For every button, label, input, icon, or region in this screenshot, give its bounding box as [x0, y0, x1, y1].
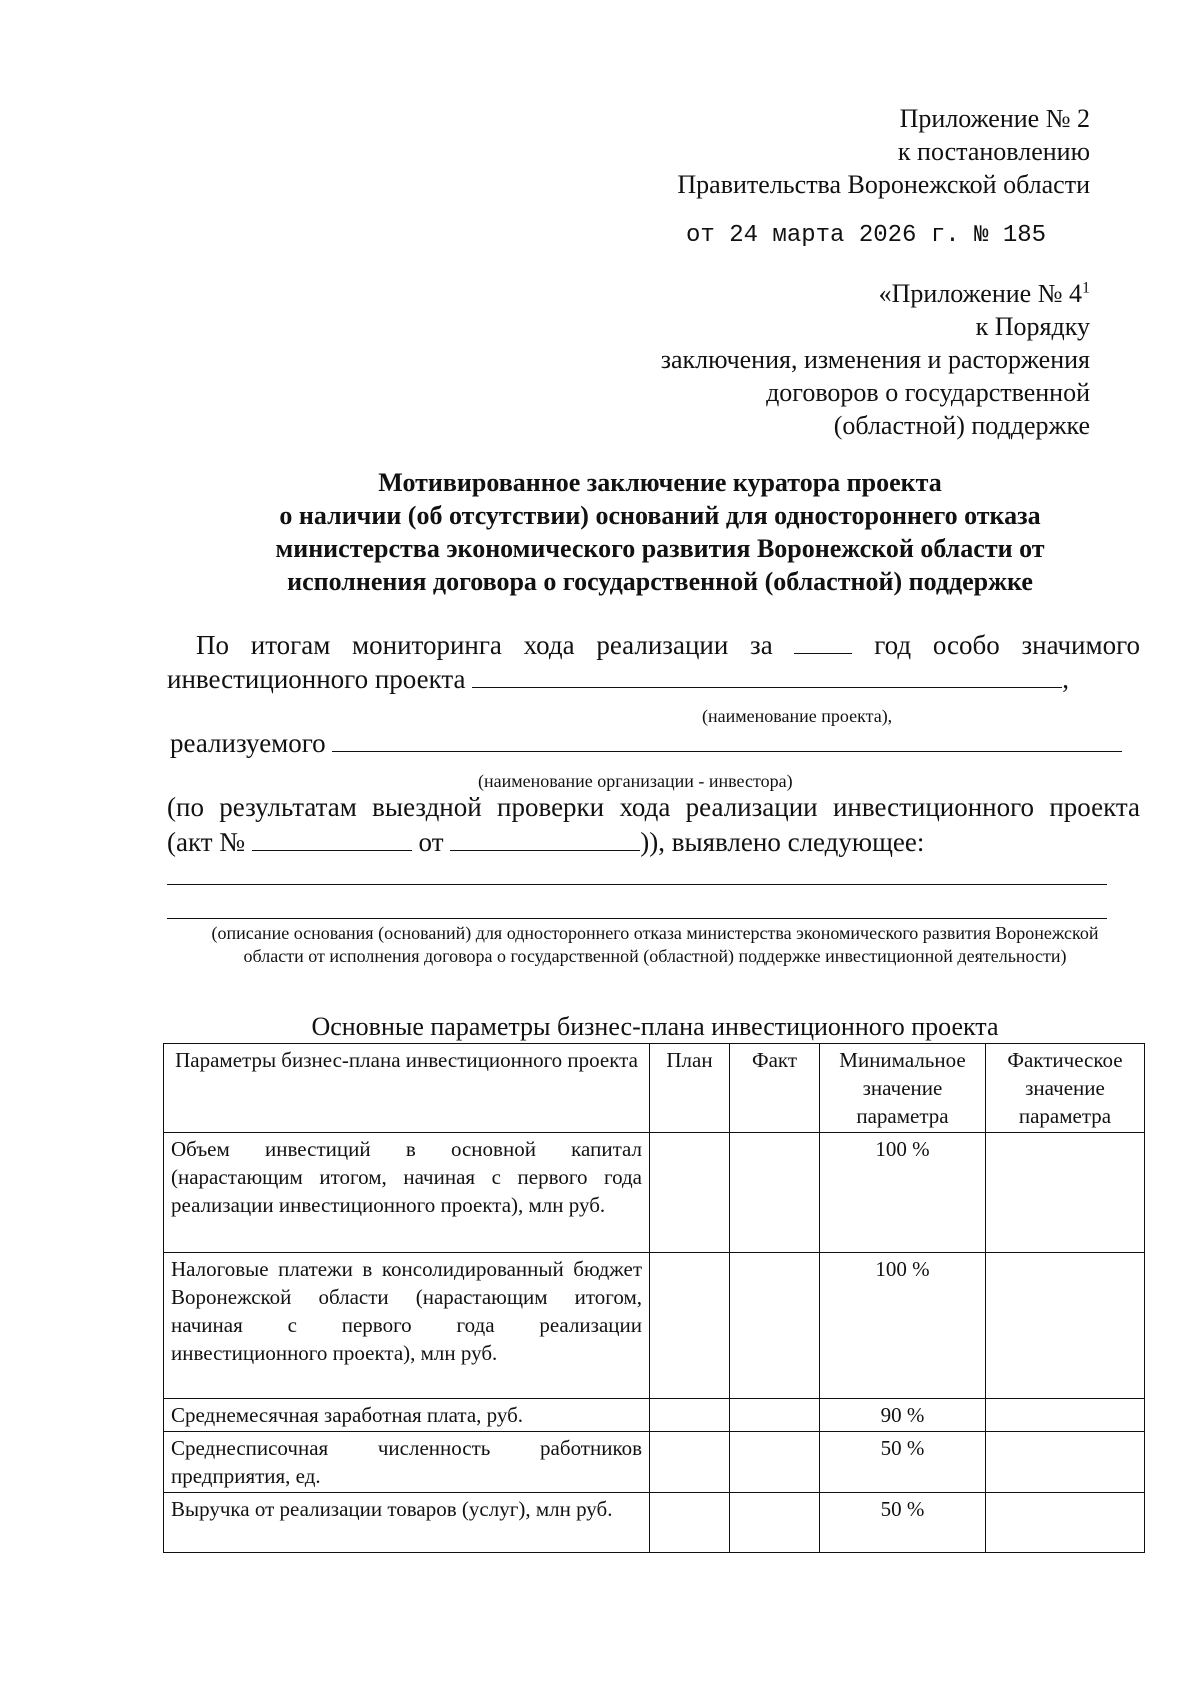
table-row — [164, 1432, 1145, 1493]
note-project-name: (наименование проекта), — [702, 706, 893, 726]
title-line-4: исполнения договора о государственной (областной) поддержке — [287, 567, 1033, 596]
header-fact: Факт — [730, 1044, 820, 1133]
table-caption: Основные параметры бизнес-плана инвестиционного проекта — [311, 1012, 999, 1041]
header-actual-value: Фактическое значение параметра — [986, 1044, 1145, 1133]
row-fact — [730, 1493, 820, 1553]
row-min: 50 % — [820, 1493, 986, 1553]
row-actual — [986, 1493, 1145, 1553]
appendix-header — [490, 102, 1090, 201]
row-param: Налоговые платежи в консолидированный бюджет Воронежской области (нарастающим итогом, начиная с первого года реализации инвестиционного проекта), млн руб. — [164, 1253, 650, 1399]
row-fact — [730, 1432, 820, 1493]
row-param: Среднемесячная заработная плата, руб. — [164, 1399, 650, 1432]
row-param: Среднесписочная численность работников предприятия, ед. — [164, 1432, 650, 1493]
appendix-government: Правительства Воронежской области — [677, 170, 1090, 199]
appendix-to-resolution: к постановлению — [897, 137, 1090, 166]
note-description: (описание основания (оснований) для одностороннего отказа министерства экономического развития Воронежской области от исполнения договора о государственной (областной) поддержке инвестиционной деятельности) — [211, 923, 1099, 966]
row-min: 50 % — [820, 1432, 986, 1493]
row-min: 100 % — [820, 1253, 986, 1399]
row-plan — [650, 1399, 730, 1432]
act-number-blank — [252, 826, 412, 851]
row-fact — [730, 1253, 820, 1399]
table-row — [164, 1493, 1145, 1553]
title-line-3: министерства экономического развития Воронежской области от — [275, 534, 1045, 563]
document-title — [160, 466, 1160, 598]
row-plan — [650, 1253, 730, 1399]
paragraph-2-line-1: (по результатам выездной проверки хода реализации инвестиционного проекта — [167, 792, 1140, 822]
table-header-row — [164, 1044, 1145, 1133]
paragraph-1-line-2: инвестиционного проекта , — [167, 664, 1069, 694]
header-min-value: Минимальное значение параметра — [820, 1044, 986, 1133]
table-row — [164, 1133, 1145, 1253]
title-line-1: Мотивированное заключение куратора проекта — [378, 468, 942, 497]
row-actual — [986, 1133, 1145, 1253]
project-name-blank — [472, 663, 1062, 688]
row-param: Объем инвестиций в основной капитал (нарастающим итогом, начиная с первого года реализации инвестиционного проекта), млн руб. — [164, 1133, 650, 1253]
sub-appendix-to-order: к Порядку — [975, 312, 1090, 341]
row-actual — [986, 1432, 1145, 1493]
description-line-2 — [167, 918, 1107, 919]
row-plan — [650, 1133, 730, 1253]
row-plan — [650, 1432, 730, 1493]
row-fact — [730, 1133, 820, 1253]
header-plan: План — [650, 1044, 730, 1133]
organization-blank — [332, 727, 1122, 752]
paragraph-2-line-2: (акт № от )), выявлено следующее: — [167, 827, 925, 857]
sub-appendix-header — [490, 277, 1090, 442]
row-min: 100 % — [820, 1133, 986, 1253]
row-fact — [730, 1399, 820, 1432]
row-actual — [986, 1253, 1145, 1399]
row-min: 90 % — [820, 1399, 986, 1432]
paragraph-1-line-1: По итогам мониторинга хода реализации за год особо значимого — [196, 630, 1140, 660]
row-plan — [650, 1493, 730, 1553]
row-actual — [986, 1399, 1145, 1432]
row-param: Выручка от реализации товаров (услуг), млн руб. — [164, 1493, 650, 1553]
appendix-date: от 24 марта 2026 г. № 185 — [686, 222, 1047, 249]
sub-appendix-line5: (областной) поддержке — [833, 411, 1090, 440]
description-line-1 — [167, 884, 1107, 885]
business-plan-table — [163, 1043, 1145, 1553]
realized-by-line: реализуемого — [170, 726, 1122, 761]
title-line-2: о наличии (об отсутствии) оснований для одностороннего отказа — [279, 501, 1041, 530]
sub-appendix-number: «Приложение № $4^1$ — [878, 279, 1090, 308]
act-date-blank — [450, 826, 640, 851]
year-blank — [794, 629, 852, 654]
header-parameters: Параметры бизнес-плана инвестиционного проекта — [164, 1044, 650, 1133]
table-row — [164, 1253, 1145, 1399]
sub-appendix-line4: договоров о государственной — [766, 378, 1090, 407]
sub-appendix-line3: заключения, изменения и расторжения — [660, 345, 1090, 374]
table-row — [164, 1399, 1145, 1432]
note-organization: (наименование организации - инвестора) — [478, 771, 793, 791]
appendix-number: Приложение № 2 — [899, 104, 1090, 133]
